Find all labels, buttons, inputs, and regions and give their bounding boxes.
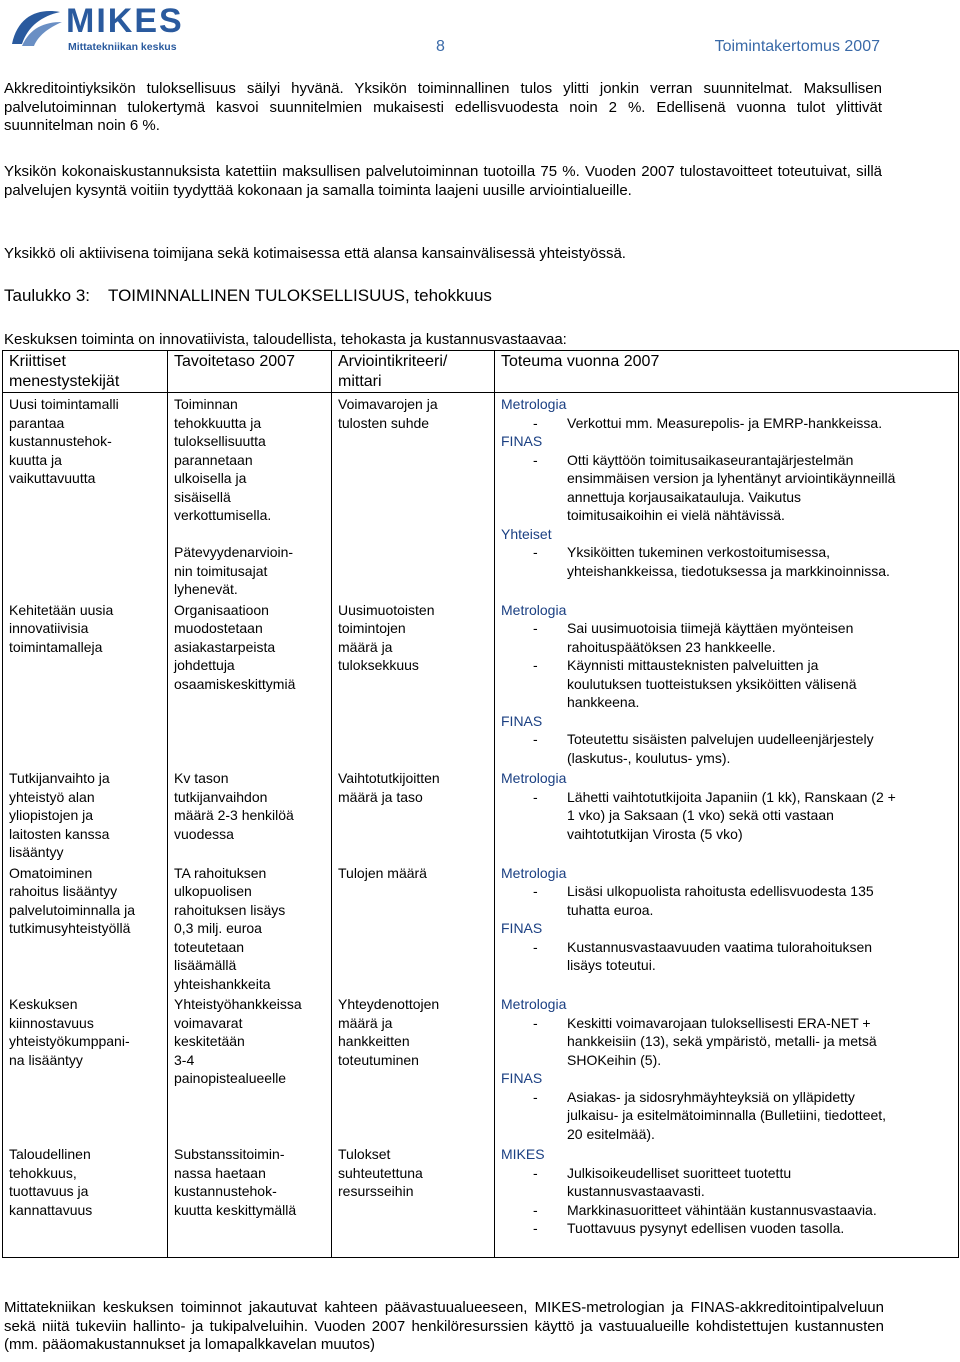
cell-target: Organisaatioon muodostetaan asiakastarpeista johdettuja osaamiskeskittymiä <box>168 599 332 768</box>
outcome-item: - Verkottui mm. Measurepolis- ja EMRP-hankkeissa. <box>501 414 958 433</box>
cell-criterion: Vaihtotutkijoitten määrä ja taso <box>332 767 495 862</box>
outcome-list <box>501 1088 958 1144</box>
cell-target: Kv tason tutkijanvaihdon määrä 2-3 henkilöä vuodessa <box>168 767 332 862</box>
outcome-item: - Otti käyttöön toimitusaikaseurantajärjestelmän ensimmäisen version ja lyhentänyt arviointikäynneillä annettuja korjausaikatauluja. Vaikutus toimitusaikoihin ei vielä nähtävissä. <box>501 451 958 525</box>
paragraph-resources: Mittatekniikan keskuksen toiminnot jakautuvat kahteen päävastuualueeseen, MIKES-metrologian ja FINAS-akkreditointipalveluun sekä niitä tukeviin hallinto- ja tukipalveluihin. Vuoden 2007 henkilöresurssien käyttö ja vastuualueille kohdistettujen kustannusten (mm. pääomakustannukset ja lomapalkkavelan muutos) <box>4 1299 884 1353</box>
cell-factor: Taloudellinen tehokkuus, tuottavuus ja kannattavuus <box>3 1143 168 1257</box>
cell-criterion: Tulokset suhteutettuna resursseihin <box>332 1143 495 1257</box>
cell-criterion: Voimavarojen ja tulosten suhde <box>332 393 495 599</box>
col-header-factor: Kriittiset menestystekijät <box>3 351 168 393</box>
outcome-group-label: Yhteiset <box>501 525 552 542</box>
outcome-item: - Toteutettu sisäisten palvelujen uudelleenjärjestely (laskutus-, koulutus- yms). <box>501 730 958 767</box>
mikes-logo <box>8 2 198 53</box>
outcome-group-label: FINAS <box>501 920 543 936</box>
cell-factor: Uusi toimintamalli parantaa kustannustehok- kuutta ja vaikuttavuutta <box>3 393 168 599</box>
cell-factor: Kehitetään uusia innovatiivisia toimintamalleja <box>3 599 168 768</box>
table-header-row <box>3 351 959 393</box>
outcome-group-label: Metrologia <box>501 996 567 1012</box>
outcome-group-label: MIKES <box>501 1146 545 1162</box>
outcome-list <box>501 1014 958 1070</box>
logo-subtitle: Mittatekniikan keskus <box>68 41 177 53</box>
outcome-item: - Markkinasuoritteet vähintään kustannusvastaavia. <box>501 1201 958 1220</box>
table-caption <box>4 286 492 306</box>
cell-target: Toiminnan tehokkuutta ja tuloksellisuutta parannetaan ulkoisella ja sisäisellä verkottumisella. Pätevyydenarvioin- nin toimitusajat lyhenevät. <box>168 393 332 599</box>
outcome-list <box>501 938 958 975</box>
cell-outcome <box>495 767 959 862</box>
logo-wordmark: MIKES <box>66 2 184 40</box>
cell-outcome <box>495 393 959 599</box>
page-number: 8 <box>436 38 445 55</box>
outcome-list <box>501 882 958 919</box>
cell-target: TA rahoituksen ulkopuolisen rahoituksen lisäys 0,3 milj. euroa toteutetaan lisäämällä yhteishankkeita <box>168 862 332 994</box>
outcome-item: - Käynnisti mittausteknisten palveluitten ja koulutuksen tuotteistuksen yksiköitten välisenä hankkeena. <box>501 656 958 712</box>
cell-criterion: Yhteydenottojen määrä ja hankkeitten toteutuminen <box>332 993 495 1143</box>
outcome-group-label: FINAS <box>501 712 543 729</box>
outcome-list <box>501 730 958 767</box>
cell-outcome <box>495 599 959 768</box>
outcome-group-label: Metrologia <box>501 396 567 412</box>
cell-target: Yhteistyöhankkeissa voimavarat keskitetään 3-4 painopistealueelle <box>168 993 332 1143</box>
paragraph-costs: Yksikön kokonaiskustannuksista katettiin maksullisen palvelutoiminnan tuotoilla 75 %. Vuoden 2007 tulostavoitteet toteutuivat, sillä palvelujen kysyntä voitiin tyydyttää kokonaan ja samalla toiminta laajeni uusille arviointialueille. <box>4 163 882 199</box>
cell-outcome <box>495 993 959 1143</box>
outcome-item: - Lähetti vaihtotutkijoita Japaniin (1 kk), Ranskaan (2 + 1 vko) ja Saksaan (1 vko) sekä otti vastaan vaihtotutkijan Virosta (5 vko) <box>501 788 958 844</box>
outcome-list <box>501 414 958 433</box>
outcome-group-label: FINAS <box>501 1070 543 1086</box>
outcome-item: - Yksiköitten tukeminen verkostoitumisessa, yhteishankkeissa, tiedotuksessa ja markkinoinnissa. <box>501 543 958 580</box>
cell-factor: Keskuksen kiinnostavuus yhteistyökumppani- na lisääntyy <box>3 993 168 1143</box>
cell-target: Substanssitoimin- nassa haetaan kustannustehok- kuutta keskittymällä <box>168 1143 332 1257</box>
cell-factor: Tutkijanvaihto ja yhteistyö alan yliopistojen ja laitosten kanssa lisääntyy <box>3 767 168 862</box>
performance-table <box>2 350 959 1258</box>
document-title: Toimintakertomus 2007 <box>714 38 880 55</box>
cell-criterion: Tulojen määrä <box>332 862 495 994</box>
table-number: Taulukko 3: <box>4 286 90 305</box>
outcome-item: - Asiakas- ja sidosryhmäyhteyksiä on ylläpidetty julkaisu- ja esitelmätoiminnalla (Bulletiini, tiedotteet, 20 esitelmää). <box>501 1088 958 1144</box>
outcome-group-label: Metrologia <box>501 864 567 881</box>
table-row <box>3 862 959 994</box>
outcome-list <box>501 788 958 844</box>
outcome-item: - Julkisoikeudelliset suoritteet tuotettu kustannusvastaavasti. <box>501 1164 958 1201</box>
table-intro: Keskuksen toiminta on innovatiivista, taloudellista, tehokasta ja kustannusvastaavaa: <box>4 331 567 348</box>
outcome-item: - Lisäsi ulkopuolista rahoitusta edellisvuodesta 135 tuhatta euroa. <box>501 882 958 919</box>
outcome-item: - Tuottavuus pysynyt edellisen vuoden tasolla. <box>501 1219 958 1238</box>
col-header-criterion: Arviointikriteeri/ mittari <box>332 351 495 393</box>
table-title-text: TOIMINNALLINEN TULOKSELLISUUS, tehokkuus <box>108 286 492 305</box>
cell-criterion: Uusimuotoisten toimintojen määrä ja tuloksekkuus <box>332 599 495 768</box>
outcome-list <box>501 1164 958 1238</box>
outcome-list <box>501 543 958 580</box>
table-row <box>3 767 959 862</box>
outcome-group-label: FINAS <box>501 433 543 449</box>
paragraph-accreditation: Akkreditointiyksikön tuloksellisuus säilyi hyvänä. Yksikön toiminnallinen tulos ylitti jonkin verran suunnitelmat. Maksullisen palvelutoiminnan tulokertymä kasvoi suunnitelmien mukaisesti edellisvuodesta noin 2 %. Edellisenä vuonna tulot ylittivät suunnitelman noin 6 %. <box>4 80 882 134</box>
col-header-target: Tavoitetaso 2007 <box>168 351 332 393</box>
outcome-item: - Kustannusvastaavuuden vaatima tulorahoituksen lisäys toteutui. <box>501 938 958 975</box>
col-header-outcome: Toteuma vuonna 2007 <box>495 351 959 393</box>
outcome-list <box>501 619 958 712</box>
outcome-item: - Sai uusimuotoisia tiimejä käyttäen myönteisen rahoituspäätöksen 23 hankkeelle. <box>501 619 958 656</box>
cell-outcome <box>495 862 959 994</box>
outcome-group-label: Metrologia <box>501 770 567 786</box>
table-row <box>3 993 959 1143</box>
mikes-logo-mark-icon <box>8 6 64 50</box>
cell-outcome <box>495 1143 959 1257</box>
table-row <box>3 599 959 768</box>
outcome-list <box>501 451 958 525</box>
outcome-group-label: Metrologia <box>501 601 567 618</box>
outcome-item: - Keskitti voimavarojaan tuloksellisesti ERA-NET + hankkeisiin (13), sekä ympäristö, metalli- ja metsä SHOKeihin (5). <box>501 1014 958 1070</box>
table-row <box>3 1143 959 1257</box>
paragraph-cooperation: Yksikkö oli aktiivisena toimijana sekä kotimaisessa että alansa kansainvälisessä yhteistyössä. <box>4 245 626 262</box>
table-row <box>3 393 959 599</box>
page-header <box>0 0 960 58</box>
cell-factor: Omatoiminen rahoitus lisääntyy palvelutoiminnalla ja tutkimusyhteistyöllä <box>3 862 168 994</box>
